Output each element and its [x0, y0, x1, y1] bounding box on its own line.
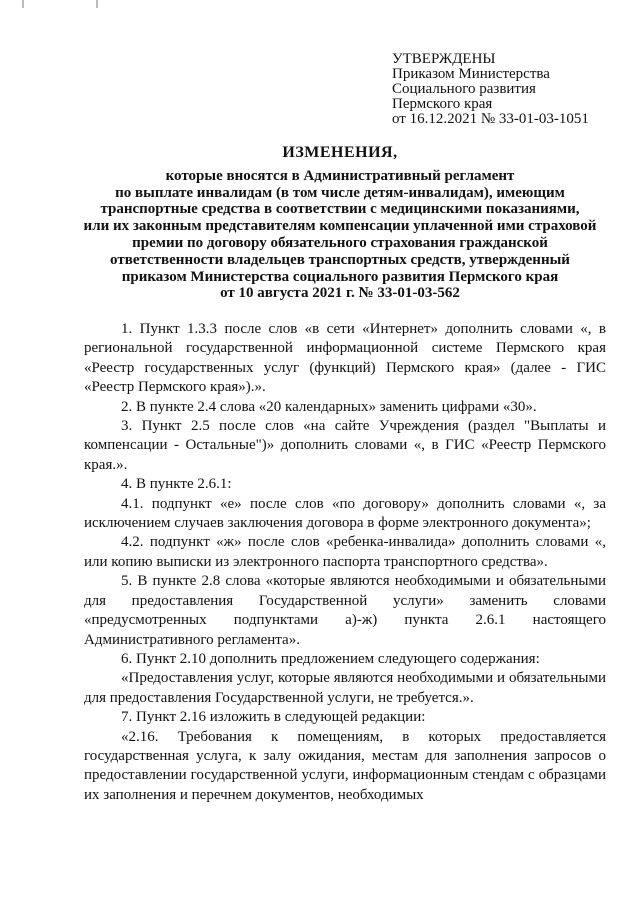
approval-line: Пермского края [392, 96, 493, 112]
paragraph: 3. Пункт 2.5 после слов «на сайте Учреждения (раздел "Выплаты и компенсации - Остальные")» дополнить словами «, в ГИС «Реестр Пермского края.». [84, 418, 606, 473]
paragraph: 7. Пункт 2.16 изложить в следующей редакции: [121, 709, 426, 726]
paragraph: «2.16. Требования к помещениям, в которых предоставляется государственная услуга, к залу ожидания, местам для заполнения запросов о предоставлении государственной услуги, информационным стендам с образцами их заполнения и перечнем документов, необходимых [84, 728, 606, 803]
title-subtitle [60, 168, 620, 302]
scan-mark [96, 0, 98, 8]
document-body [84, 320, 606, 805]
paragraph: 4.1. подпункт «е» после слов «по договору» дополнить словами «, за исключением случаев заключения договора в форме электронного документа»; [84, 495, 606, 532]
subtitle-line: которые вносятся в Административный регламент [165, 167, 515, 184]
document-title [60, 145, 620, 302]
approval-stamp-block [392, 52, 622, 127]
paragraph: 1. Пункт 1.3.3 после слов «в сети «Интернет» дополнить словами «, в региональной государственной информационной системе Пермского края «Реестр государственных услуг (функций) Пермского края» (далее - ГИС «Реестр Пермского края»).». [84, 321, 606, 396]
subtitle-line: приказом Министерства социального развития Пермского края [121, 268, 559, 285]
approval-line: Социального развития [392, 81, 536, 97]
approval-line: Приказом Министерства [392, 66, 550, 82]
subtitle-line: по выплате инвалидам (в том числе детям-инвалидам), имеющим [115, 184, 565, 201]
subtitle-line: или их законным представителям компенсации уплаченной ими страховой [83, 218, 597, 235]
paragraph: 4.2. подпункт «ж» после слов «ребенка-инвалида» дополнить словами «, или копию выписки из электронного паспорта транспортного средства». [84, 534, 606, 570]
paragraph: «Предоставления услуг, которые являются необходимыми и обязательными для предоставления Государственной услуги, не требуется.». [84, 670, 606, 706]
scan-mark [22, 0, 24, 8]
paragraph: 4. В пункте 2.6.1: [121, 476, 232, 493]
approval-line: от 16.12.2021 № 33-01-03-1051 [392, 111, 589, 127]
subtitle-line: ответственности владельцев транспортных средств, утвержденный [110, 251, 570, 268]
paragraph: 6. Пункт 2.10 дополнить предложением следующего содержания: [121, 650, 540, 667]
paragraph: 5. В пункте 2.8 слова «которые являются необходимыми и обязательными для предоставления Государственной услуги» заменить словами «предусмотренных подпунктами а)-ж) пункта 2.6.1 настоящего Административного регламента». [84, 573, 606, 648]
title-heading: ИЗМЕНЕНИЯ, [282, 144, 398, 161]
subtitle-line: транспортные средства в соответствии с медицинскими показаниями, [100, 201, 580, 218]
subtitle-line: от 10 августа 2021 г. № 33-01-03-562 [220, 285, 460, 302]
subtitle-line: премии по договору обязательного страхования гражданской [132, 234, 548, 251]
approval-line: УТВЕРЖДЕНЫ [392, 51, 496, 67]
paragraph: 2. В пункте 2.4 слова «20 календарных» заменить цифрами «30». [121, 398, 537, 415]
